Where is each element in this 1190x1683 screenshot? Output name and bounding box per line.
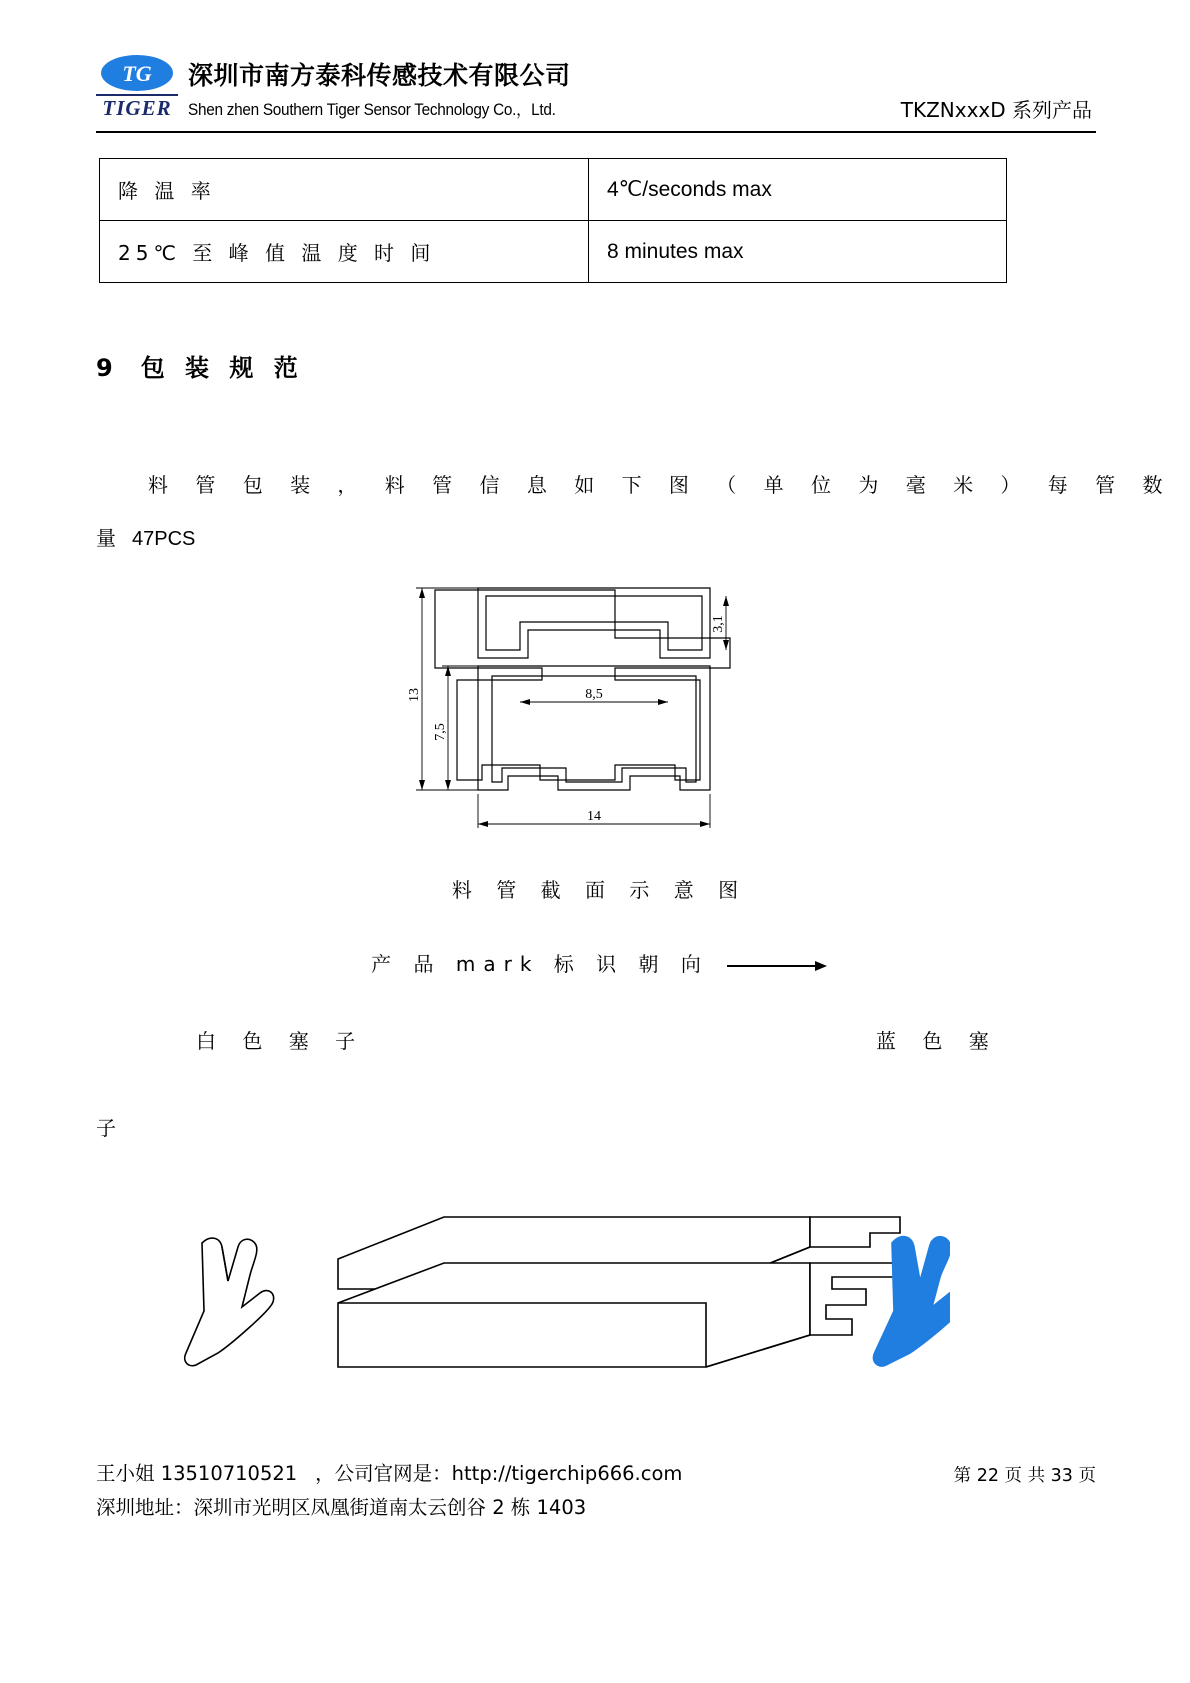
blue-plug-label: 蓝 色 塞 — [876, 1029, 999, 1053]
tiger-logo-icon — [100, 54, 174, 94]
page-header — [96, 50, 1096, 132]
table-cell-label: 25℃ 至 峰 值 温 度 时 间 — [100, 221, 589, 283]
svg-text:14: 14 — [587, 809, 601, 824]
table-cell-label: 降 温 率 — [100, 159, 589, 221]
section-title: 包 装 规 范 — [140, 354, 304, 382]
svg-text:13: 13 — [407, 688, 422, 702]
company-name-en: Shen zhen Southern Tiger Sensor Technology Co.，Ltd. — [188, 101, 556, 119]
blue-plug-shape — [873, 1237, 950, 1366]
drawing-caption: 料 管 截 面 示 意 图 — [451, 878, 748, 902]
footer-page-number: 第 22 页 共 33 页 — [953, 1466, 1096, 1486]
company-name-cn: 深圳市南方泰科传感技术有限公司 — [188, 61, 571, 90]
svg-text:8,5: 8,5 — [585, 687, 603, 702]
arrow-right-icon — [719, 954, 827, 978]
logo-wordmark: TIGER — [102, 96, 172, 120]
footer-contact-line — [96, 1457, 682, 1491]
company-logo — [96, 54, 178, 126]
table-row — [100, 159, 1007, 221]
table-cell-value: 8 minutes max — [589, 221, 1007, 283]
footer-address: 深圳地址：深圳市光明区凤凰街道南太云创谷 2 栋 1403 — [96, 1496, 587, 1519]
blue-plug-label-cont: 子 — [96, 1116, 116, 1140]
table-row — [100, 221, 1007, 283]
tube-cross-section-drawing — [400, 580, 790, 850]
table-cell-value: 4℃/seconds max — [589, 159, 1007, 221]
white-plug-shape — [185, 1238, 274, 1366]
mark-orientation-text: 产 品 mark 标 识 朝 向 — [371, 952, 709, 976]
packaging-paragraph: 料 管 包 装 ， 料 管 信 息 如 下 图 （ 单 位 为 毫 米 ） 每 管 数 — [148, 473, 1174, 497]
tube-assembly-illustration — [110, 1185, 950, 1375]
mark-orientation-note — [0, 948, 1190, 978]
svg-text:7,5: 7,5 — [433, 723, 448, 741]
footer-contact-person: 王小姐 13510710521 — [96, 1462, 298, 1485]
document-series-label: TKZNxxxD 系列产品 — [900, 98, 1092, 122]
section-number: 9 — [96, 354, 113, 382]
packaging-paragraph-cont — [96, 522, 195, 551]
white-plug-label: 白 色 塞 子 — [196, 1029, 366, 1053]
section-heading — [96, 348, 304, 383]
svg-text:TG: TG — [122, 61, 152, 86]
packaging-qty-prefix: 量 — [96, 526, 118, 550]
svg-text:3,1: 3,1 — [711, 615, 726, 633]
footer-website[interactable]: ，公司官网是：http://tigerchip666.com — [315, 1462, 683, 1485]
packaging-qty-value: 47PCS — [132, 528, 196, 550]
footer-contact-block — [96, 1457, 682, 1525]
reflow-spec-table — [99, 158, 1007, 283]
header-divider — [96, 131, 1096, 133]
